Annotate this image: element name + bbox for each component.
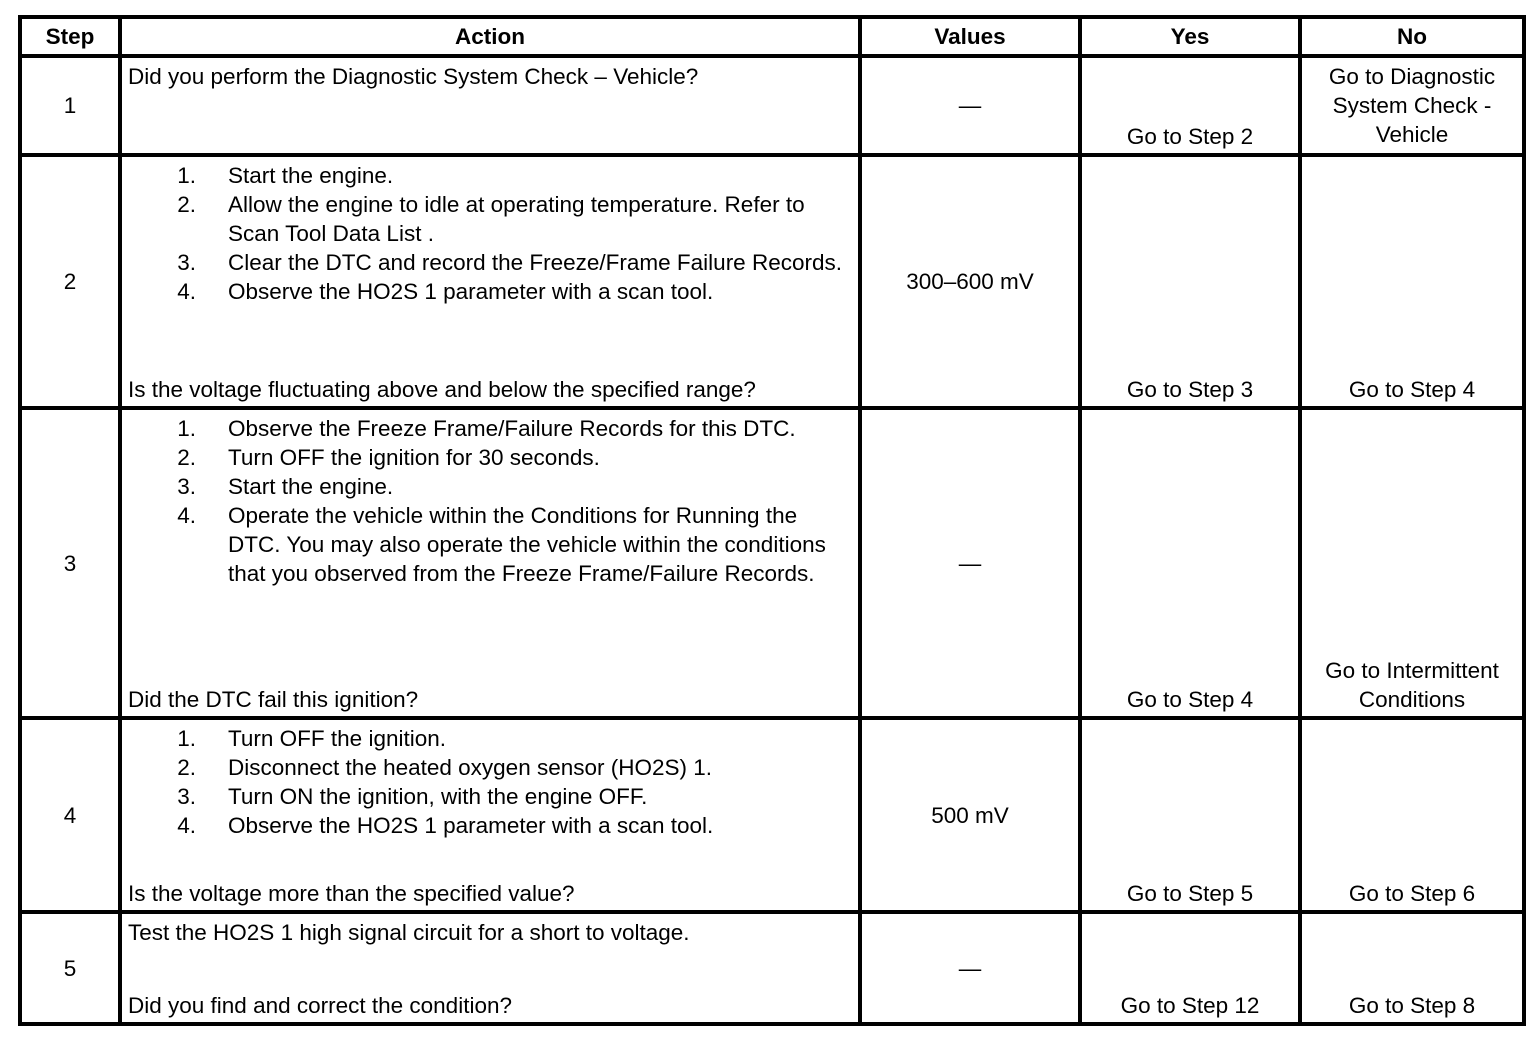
no-cell: Go to Diagnostic System Check - Vehicle — [1300, 56, 1524, 155]
item-text: Start the engine. — [228, 163, 394, 188]
value-cell: 300–600 mV — [860, 155, 1080, 408]
item-number: 3. — [177, 474, 196, 499]
no-cell: Go to Step 8 — [1300, 912, 1524, 1024]
item-text: Start the engine. — [228, 474, 394, 499]
action-question: Is the voltage fluctuating above and below the specified range? — [128, 377, 756, 402]
action-step-item — [128, 724, 852, 753]
action-cell — [120, 912, 860, 1024]
step-number: 3 — [20, 408, 120, 718]
step-number: 2 — [20, 155, 120, 408]
yes-cell: Go to Step 2 — [1080, 56, 1300, 155]
action-steps — [128, 161, 852, 306]
action-cell — [120, 155, 860, 408]
item-number: 1. — [177, 726, 196, 751]
yes-cell: Go to Step 5 — [1080, 718, 1300, 912]
item-number: 1. — [177, 163, 196, 188]
action-intro: Did you perform the Diagnostic System Check – Vehicle? — [128, 64, 699, 89]
value-cell: — — [860, 408, 1080, 718]
table-row — [20, 912, 1524, 1024]
item-text: Allow the engine to idle at operating temperature. Refer to Scan Tool Data List . — [228, 192, 805, 246]
yes-cell: Go to Step 3 — [1080, 155, 1300, 408]
item-text: Clear the DTC and record the Freeze/Frame Failure Records. — [228, 250, 842, 275]
header-values: Values — [860, 17, 1080, 56]
value-cell: 500 mV — [860, 718, 1080, 912]
item-text: Operate the vehicle within the Conditions for Running the DTC. You may also operate the vehicle within the conditions that you observed from the Freeze Frame/Failure Records. — [228, 503, 826, 586]
action-step-item — [128, 248, 852, 277]
value-cell: — — [860, 912, 1080, 1024]
header-row — [20, 17, 1524, 56]
action-step-item — [128, 190, 852, 248]
action-step-item — [128, 811, 852, 840]
no-cell: Go to Step 4 — [1300, 155, 1524, 408]
step-number: 1 — [20, 56, 120, 155]
action-question: Did the DTC fail this ignition? — [128, 687, 419, 712]
action-question: Is the voltage more than the specified value? — [128, 881, 575, 906]
action-step-item — [128, 501, 852, 588]
value-cell: — — [860, 56, 1080, 155]
action-step-item — [128, 782, 852, 811]
action-step-item — [128, 414, 852, 443]
action-intro: Test the HO2S 1 high signal circuit for a short to voltage. — [128, 920, 690, 945]
item-number: 4. — [177, 279, 196, 304]
step-number: 4 — [20, 718, 120, 912]
table-row — [20, 408, 1524, 718]
item-number: 4. — [177, 813, 196, 838]
action-step-item — [128, 472, 852, 501]
yes-cell: Go to Step 4 — [1080, 408, 1300, 718]
header-action: Action — [120, 17, 860, 56]
action-question: Did you find and correct the condition? — [128, 993, 512, 1018]
item-number: 2. — [177, 192, 196, 217]
diagnostic-table — [18, 15, 1526, 1026]
header-step: Step — [20, 17, 120, 56]
item-number: 1. — [177, 416, 196, 441]
item-number: 4. — [177, 503, 196, 528]
item-text: Turn ON the ignition, with the engine OFF. — [228, 784, 648, 809]
table-row — [20, 56, 1524, 155]
header-yes: Yes — [1080, 17, 1300, 56]
table-row — [20, 718, 1524, 912]
yes-cell: Go to Step 12 — [1080, 912, 1300, 1024]
item-text: Turn OFF the ignition. — [228, 726, 447, 751]
action-cell — [120, 718, 860, 912]
no-cell: Go to Step 6 — [1300, 718, 1524, 912]
action-cell — [120, 408, 860, 718]
action-step-item — [128, 161, 852, 190]
item-number: 3. — [177, 784, 196, 809]
action-step-item — [128, 443, 852, 472]
item-text: Disconnect the heated oxygen sensor (HO2S) 1. — [228, 755, 713, 780]
table-row — [20, 155, 1524, 408]
item-number: 2. — [177, 445, 196, 470]
item-text: Observe the HO2S 1 parameter with a scan tool. — [228, 813, 714, 838]
item-number: 3. — [177, 250, 196, 275]
item-text: Observe the Freeze Frame/Failure Records for this DTC. — [228, 416, 796, 441]
action-step-item — [128, 753, 852, 782]
item-text: Turn OFF the ignition for 30 seconds. — [228, 445, 600, 470]
action-steps — [128, 414, 852, 588]
item-text: Observe the HO2S 1 parameter with a scan tool. — [228, 279, 714, 304]
action-steps — [128, 724, 852, 840]
no-cell: Go to Intermittent Conditions — [1300, 408, 1524, 718]
step-number: 5 — [20, 912, 120, 1024]
header-no: No — [1300, 17, 1524, 56]
action-cell — [120, 56, 860, 155]
item-number: 2. — [177, 755, 196, 780]
action-step-item — [128, 277, 852, 306]
